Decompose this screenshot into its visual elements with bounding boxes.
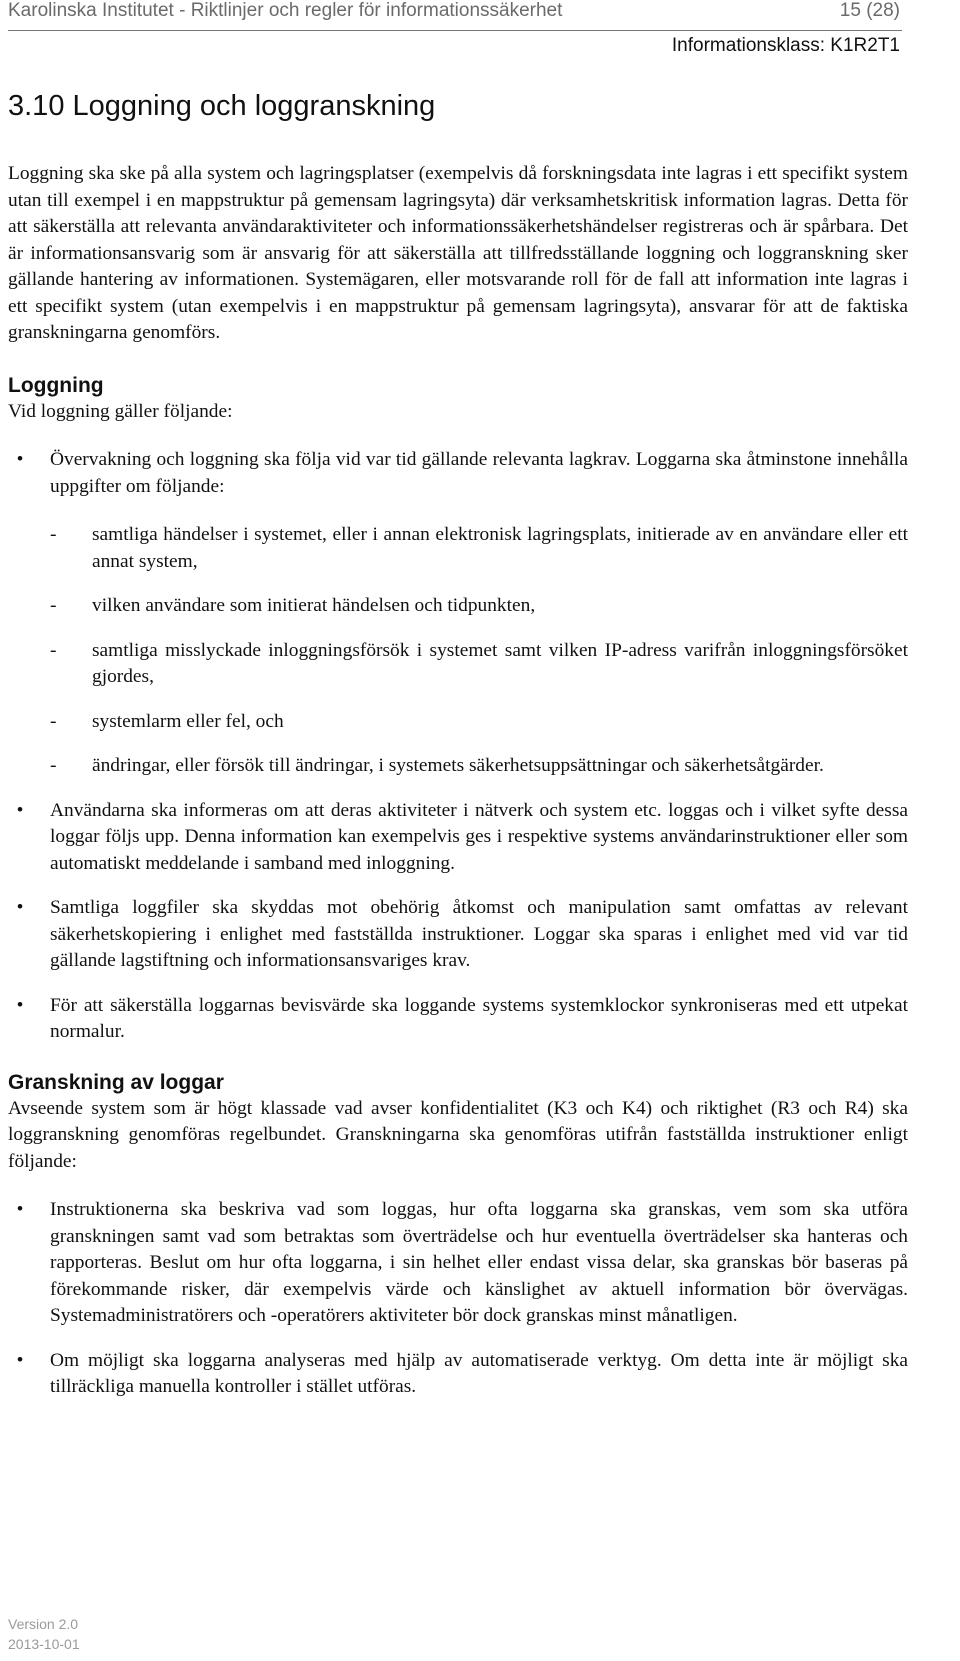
loggning-dash-list [8, 522, 908, 780]
dash-marker: - [50, 710, 57, 732]
granskning-bullet-list [8, 1197, 908, 1401]
footer-version: Version 2.0 [8, 1616, 79, 1632]
dash-text: samtliga händelser i systemet, eller i annan elektronisk lagringsplats, initierade av en användare eller ett annat system, [92, 524, 908, 572]
loggning-bullet-list [8, 447, 908, 500]
footer [8, 1614, 80, 1654]
intro-paragraph: Loggning ska ske på alla system och lagringsplatser (exempelvis då forskningsdata inte lagras i ett specifikt system utan till exempel i en mappstruktur på gemensam lagringsyta) där verksamhetskritisk information lagras. Detta för att säkerställa att relevanta användaraktiviteter och informationssäkerhetshändelser registreras och är spårbara. Det är informationsansvarig som är ansvarig för att säkerställa att tillfredsställande loggning och loggranskning sker gällande hantering av informationen. Systemägaren, eller motsvarande roll för de fall att information inte lagras i ett specifikt system (utan exempelvis i en mappstruktur på gemensam lagringsyta), ansvarar för att de faktiska granskningarna genomförs. [8, 163, 908, 343]
header-page-number: 15 (28) [839, 0, 900, 21]
list-item [8, 447, 908, 500]
bullet-icon: • [16, 897, 24, 918]
list-item [8, 709, 908, 736]
bullet-text: Instruktionerna ska beskriva vad som loggas, hur ofta loggarna ska granskas, vem som ska utföra granskningen samt vad som betraktas som överträdelse och hur eventuella överträdelser ska hanteras och rapporteras. Beslut om hur ofta loggarna, i sin helhet eller endast vissa delar, ska granskas bör baseras på förekommande risker, där exempelvis värde och känslighet av aktuell information bör övervägas. Systemadministratörers och -operatörers aktiviteter bör dock granskas minst månatligen. [50, 1199, 908, 1326]
section-title: 3.10 Loggning och loggranskning [8, 90, 436, 122]
footer-date: 2013-10-01 [8, 1636, 80, 1652]
loggning-bullet-list-continued [8, 798, 908, 1046]
dash-text: vilken användare som initierat händelsen och tidpunkten, [92, 595, 536, 616]
bullet-icon: • [16, 449, 24, 470]
bullet-text: Användarna ska informeras om att deras aktiviteter i nätverk och system etc. loggas och i vilket syfte dessa loggar följs upp. Denna information kan exempelvis ges i respektive systems användarinstruktioner eller som automatiskt meddelande i samband med inloggning. [50, 799, 908, 874]
dash-marker: - [50, 755, 57, 776]
header-document-title: Karolinska Institutet - Riktlinjer och regler för informationssäkerhet [8, 0, 563, 21]
dash-marker: - [50, 595, 57, 616]
granskning-heading: Granskning av loggar [8, 1070, 224, 1094]
classification-label: Informationsklass: K1R2T1 [671, 35, 900, 56]
list-item [8, 798, 908, 878]
loggning-heading: Loggning [8, 373, 104, 397]
bullet-icon: • [16, 1349, 24, 1371]
list-item [8, 522, 908, 575]
list-item [8, 753, 908, 780]
bullet-text: För att säkerställa loggarnas bevisvärde ska loggande systems systemklockor synkroniseras med ett utpekat normalur. [50, 994, 908, 1042]
dash-marker: - [50, 524, 57, 545]
loggning-lead: Vid loggning gäller följande: [8, 400, 233, 422]
dash-text: ändringar, eller försök till ändringar, i systemets säkerhetsuppsättningar och säkerhetsåtgärder. [92, 755, 824, 776]
granskning-lead: Avseende system som är högt klassade vad avser konfidentialitet (K3 och K4) och riktighet (R3 och R4) ska loggranskning genomföras regelbundet. Granskningarna ska genomföras utifrån fastställda instruktioner enligt följande: [8, 1097, 908, 1172]
bullet-text: Samtliga loggfiler ska skyddas mot obehörig åtkomst och manipulation samt omfattas av relevant säkerhetskopiering i enlighet med fastställda instruktioner. Loggar ska sparas i enlighet med vid var tid gällande lagstiftning och informationsansvariges krav. [50, 897, 908, 971]
bullet-text: Övervakning och loggning ska följa vid var tid gällande relevanta lagkrav. Loggarna ska åtminstone innehålla uppgifter om följande: [50, 449, 908, 497]
bullet-text: Om möjligt ska loggarna analyseras med hjälp av automatiserade verktyg. Om detta inte är möjligt ska tillräckliga manuella kontroller i stället utföras. [50, 1349, 908, 1397]
bullet-icon: • [16, 994, 24, 1016]
list-item [8, 1197, 908, 1330]
dash-text: samtliga misslyckade inloggningsförsök i systemet samt vilken IP-adress varifrån inloggningsförsöket gjordes, [92, 639, 908, 687]
dash-marker: - [50, 639, 57, 661]
list-item [8, 1348, 908, 1401]
list-item [8, 593, 908, 620]
list-item [8, 993, 908, 1046]
dash-text: systemlarm eller fel, och [92, 710, 284, 732]
bullet-icon: • [16, 1199, 24, 1220]
list-item [8, 638, 908, 691]
document-body [8, 161, 908, 1401]
list-item [8, 895, 908, 975]
bullet-icon: • [16, 799, 24, 821]
header-divider [8, 30, 902, 31]
